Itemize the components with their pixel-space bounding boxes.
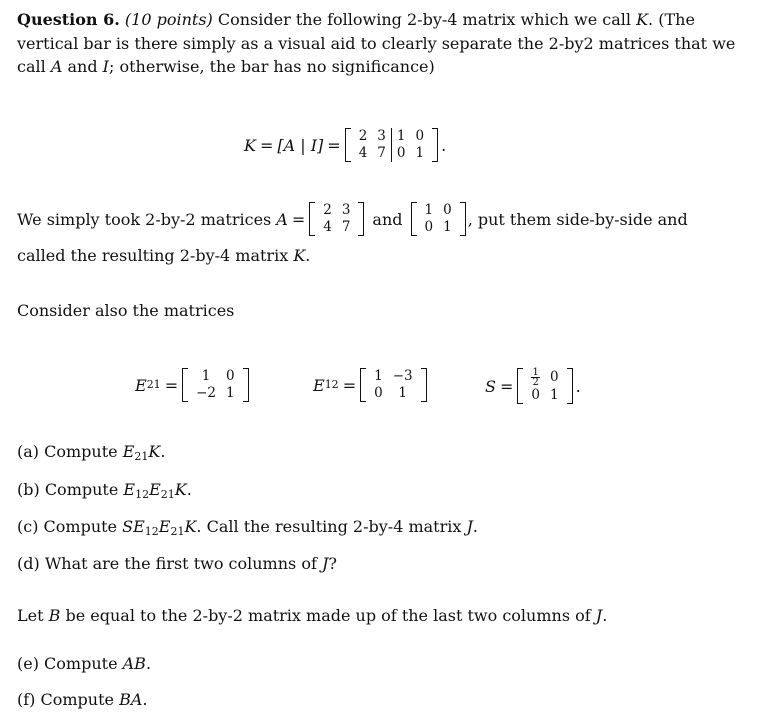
part-c: (c) Compute $SE_{12}E_{21}K$. Call the resulting 2-by-4 matrix J.: [17, 517, 478, 538]
consider-text: Consider also the matrices: [17, 301, 235, 320]
K-matrix: 2 3 1 0 4 7 0 1: [345, 128, 438, 162]
question-intro-line1: Question 6. (10 points) Consider the following 2-by-4 matrix which we call K. (The: [17, 10, 695, 29]
took-sentence-line1: We simply took 2-by-2 matrices A = 2 3 4 7 and 1 0 0 1 , put them side-by-side and: [17, 202, 688, 235]
E21-matrix: 1 0 −2 1: [182, 368, 249, 402]
E21-equation: E 21 = 1 0 −2 1: [135, 368, 249, 402]
question-intro-line3: call A and I; otherwise, the bar has no significance): [17, 57, 435, 76]
part-d: (d) What are the first two columns of J?: [17, 554, 337, 573]
E12-equation: E 12 = 1 −3 0 1: [313, 368, 427, 402]
part-f: (f) Compute BA.: [17, 690, 148, 709]
S-matrix: $\frac{1}{2}$ 0 0 1: [517, 368, 572, 404]
S-equation: S = $\frac{1}{2}$ 0 0 1 .: [485, 367, 581, 403]
part-b: (b) Compute $E_{12}E_{21}K$.: [17, 480, 192, 501]
half-fraction: $\frac{1}{2}$: [532, 367, 539, 388]
took-sentence-line2: called the resulting 2-by-4 matrix K.: [17, 246, 311, 265]
K-equation: K = [A | I] = 2 3 1 0 4 7 0 1 .: [244, 128, 447, 161]
part-a: (a) Compute $E_{21}K$.: [17, 442, 166, 463]
A-matrix: 2 3 4 7: [309, 202, 364, 236]
E12-matrix: 1 −3 0 1: [360, 368, 427, 402]
question-intro-line2: vertical bar is there simply as a visual aid to clearly separate the 2-by2 matrices that we: [17, 34, 736, 53]
question-heading: Question 6.: [17, 10, 120, 29]
part-e: (e) Compute AB.: [17, 654, 152, 673]
question-points: (10 points): [124, 10, 213, 29]
I-matrix: 1 0 0 1: [411, 202, 466, 236]
let-B-sentence: Let B be equal to the 2-by-2 matrix made up of the last two columns of J.: [17, 606, 608, 625]
